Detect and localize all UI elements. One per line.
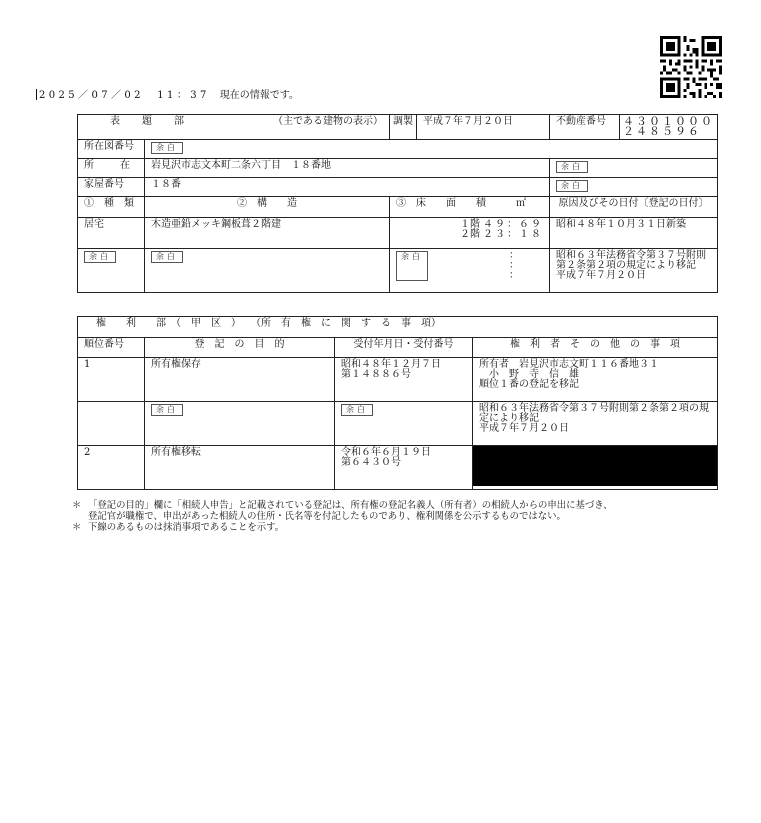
table-row bbox=[78, 446, 718, 490]
uketsuke-date: 令和６年６月１９日 bbox=[341, 447, 431, 458]
struct-value-2 bbox=[145, 249, 390, 293]
table-row bbox=[78, 402, 718, 446]
mokuteki: 所有権保存 bbox=[145, 358, 335, 402]
hyodai-title-paren: （主である建物の表示） bbox=[273, 116, 384, 127]
col-header-mokuteki: 登 記 の 目 的 bbox=[145, 338, 335, 358]
cause-value-2 bbox=[550, 249, 718, 293]
hyodai-title bbox=[78, 115, 390, 140]
kaoku-value: １８番 bbox=[145, 178, 550, 197]
uketsuke bbox=[335, 446, 473, 490]
kenri-table bbox=[77, 316, 718, 490]
col-header-kenri: 権 利 者 そ の 他 の 事 項 bbox=[473, 338, 718, 358]
yohaku-stamp: 余白 bbox=[556, 180, 588, 192]
col-header-area: ③ 床 面 積 ㎡ bbox=[390, 197, 550, 218]
chosei-label: 調製 bbox=[390, 115, 417, 140]
kaoku-label: 家屋番号 bbox=[78, 178, 145, 197]
kenri-detail bbox=[473, 402, 718, 446]
cause-value: 昭和４８年１０月３１日新築 bbox=[550, 218, 718, 249]
floor-2-area: ２３：１８ bbox=[483, 229, 544, 240]
yohaku-stamp: 余白 bbox=[151, 142, 183, 154]
current-info-label: 現在の情報です。 bbox=[219, 90, 299, 101]
uketsuke-number: 第１４８８６号 bbox=[341, 369, 411, 380]
area-colon: ： bbox=[509, 270, 520, 281]
kind-value: 居宅 bbox=[78, 218, 145, 249]
uketsuke bbox=[335, 402, 473, 446]
hyodai-table bbox=[77, 114, 718, 293]
shozai-label: 所 在 bbox=[78, 159, 145, 178]
redaction-block bbox=[473, 446, 717, 486]
jun-no: 1 bbox=[78, 358, 145, 402]
chosei-date: 平成７年７月２０日 bbox=[417, 115, 550, 140]
col-header-uketsuke: 受付年月日・受付番号 bbox=[335, 338, 473, 358]
cause-text-2: 昭和６３年法務省令第３７号附則第２条第２項の規定により移記 bbox=[556, 250, 707, 271]
kenri-detail bbox=[473, 358, 718, 402]
yohaku-stamp: 余白 bbox=[556, 161, 588, 173]
col-header-kind: ① 種 類 bbox=[78, 197, 145, 218]
floor-2-label: ２階 bbox=[460, 229, 481, 240]
uketsuke bbox=[335, 358, 473, 402]
yohaku-stamp: 余白 bbox=[396, 251, 428, 281]
floor-1-area: ４９：６９ bbox=[483, 219, 544, 230]
fudosan-label: 不動産番号 bbox=[550, 115, 620, 140]
mokuteki: 所有権移転 bbox=[145, 446, 335, 490]
owner-name: 小 野 寺 信 雄 bbox=[479, 369, 579, 380]
jun-no: 2 bbox=[78, 446, 145, 490]
yohaku-stamp: 余白 bbox=[151, 404, 183, 416]
uketsuke-number: 第６４３０号 bbox=[341, 457, 401, 468]
qr-code bbox=[660, 36, 722, 98]
kenri-detail-redacted bbox=[473, 446, 718, 490]
col-header-jun: 順位番号 bbox=[78, 338, 145, 358]
col-header-cause: 原因及びその日付〔登記の日付〕 bbox=[550, 197, 718, 218]
kind-value-2 bbox=[78, 249, 145, 293]
fudosan-number: ４３０１０００２４８５９６ bbox=[620, 115, 718, 140]
note-1-line-2: 登記官が職権で、申出があった相続人の住所・氏名等を付記したものであり、権利関係を公示するものではない。 bbox=[88, 511, 566, 522]
owner-address: 所有者 岩見沢市志文町１１６番地３１ bbox=[479, 359, 659, 370]
print-timestamp: 2025／07／02 11：37 bbox=[39, 90, 210, 101]
struct-value: 木造亜鉛メッキ鋼板葺２階建 bbox=[145, 218, 390, 249]
area-colon: ： bbox=[509, 260, 520, 271]
kenri-note: 昭和６３年法務省令第３７号附則第２条第２項の規定により移記 bbox=[479, 403, 709, 424]
area-value bbox=[390, 218, 550, 249]
kaoku-cause bbox=[550, 178, 718, 197]
yohaku-stamp: 余白 bbox=[84, 251, 116, 263]
shozai-value: 岩見沢市志文本町二条六丁目 １８番地 bbox=[145, 159, 550, 178]
margin-bar bbox=[36, 89, 37, 100]
table-row bbox=[78, 358, 718, 402]
jun-no bbox=[78, 402, 145, 446]
shozai-cause bbox=[550, 159, 718, 178]
yohaku-stamp: 余白 bbox=[151, 251, 183, 263]
area-value-2 bbox=[390, 249, 550, 293]
asterisk-mark: ＊ bbox=[72, 500, 82, 511]
floor-1-label: １階 bbox=[460, 219, 481, 230]
mokuteki bbox=[145, 402, 335, 446]
area-colon: ： bbox=[509, 250, 520, 261]
col-header-struct: ② 構 造 bbox=[145, 197, 390, 218]
footnotes bbox=[72, 500, 722, 533]
print-timestamp-line bbox=[36, 86, 299, 101]
note-1-line-1: 「登記の目的」欄に「相続人申告」と記載されている登記は、所有権の登記名義人（所有者）の相続人からの申出に基づき、 bbox=[88, 500, 613, 511]
kenri-note: 順位１番の登記を移記 bbox=[479, 379, 579, 390]
hyodai-title-label: 表 題 部 bbox=[110, 116, 190, 127]
note-2: 下線のあるものは抹消事項であることを示す。 bbox=[88, 522, 285, 533]
yohaku-stamp: 余白 bbox=[341, 404, 373, 416]
kenri-title: 権 利 部 （ 甲 区 ） （所 有 権 に 関 す る 事 項） bbox=[78, 317, 718, 338]
kenri-date: 平成７年７月２０日 bbox=[479, 423, 569, 434]
shozai-zu-value bbox=[145, 140, 718, 159]
asterisk-mark: ＊ bbox=[72, 522, 82, 533]
cause-date-2: 平成７年７月２０日 bbox=[556, 270, 647, 281]
shozai-zu-label: 所在図番号 bbox=[78, 140, 145, 159]
uketsuke-date: 昭和４８年１２月７日 bbox=[341, 359, 441, 370]
